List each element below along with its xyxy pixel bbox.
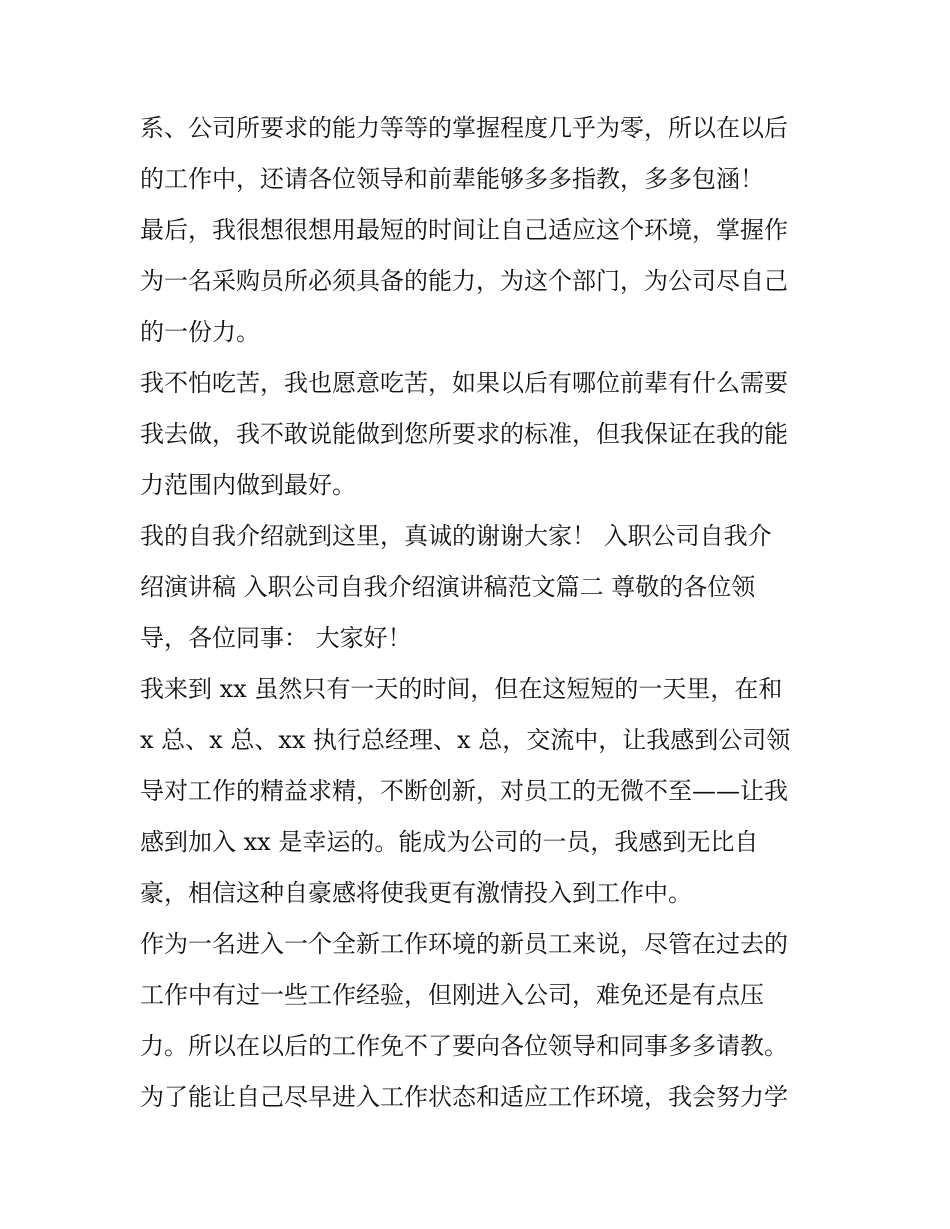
text-line: 我去做，我不敢说能做到您所要求的标准，但我保证在我的能 [140,420,788,448]
text-line: 绍演讲稿 入职公司自我介绍演讲稿范文篇二 尊敬的各位领 [140,573,756,601]
text-line: 力范围内做到最好。 [140,471,356,499]
text-line: 为了能让自己尽早进入工作状态和适应工作环境，我会努力学 [140,1083,788,1111]
text-line: 系、公司所要求的能力等等的掌握程度几乎为零，所以在以后 [140,114,788,142]
text-line: 导，各位同事： 大家好！ [140,624,412,652]
text-line: 最后，我很想很想用最短的时间让自己适应这个环境，掌握作 [140,216,788,244]
text-line: x 总、x 总、xx 执行总经理、x 总，交流中，让我感到公司领 [140,726,791,754]
text-line: 作为一名进入一个全新工作环境的新员工来说，尽管在过去的 [140,930,788,958]
text-line: 工作中有过一些工作经验，但刚进入公司，难免还是有点压 [140,981,764,1009]
body-text [140,103,820,1123]
text-line: 我来到 xx 虽然只有一天的时间，但在这短短的一天里，在和 [140,675,783,703]
text-line: 力。所以在以后的工作免不了要向各位领导和同事多多请教。 [140,1032,788,1060]
text-line: 为一名采购员所必须具备的能力，为这个部门，为公司尽自己 [140,267,788,295]
text-line: 豪，相信这种自豪感将使我更有激情投入到工作中。 [140,879,692,907]
text-line: 我不怕吃苦，我也愿意吃苦，如果以后有哪位前辈有什么需要 [140,369,788,397]
text-line: 的工作中，还请各位领导和前辈能够多多指教，多多包涵！ [140,165,764,193]
text-line: 感到加入 xx 是幸运的。能成为公司的一员，我感到无比自 [140,828,759,856]
text-line: 的一份力。 [140,318,260,346]
text-line: 我的自我介绍就到这里，真诚的谢谢大家！ 入职公司自我介 [140,522,772,550]
text-line: 导对工作的精益求精，不断创新，对员工的无微不至——让我 [140,777,788,805]
